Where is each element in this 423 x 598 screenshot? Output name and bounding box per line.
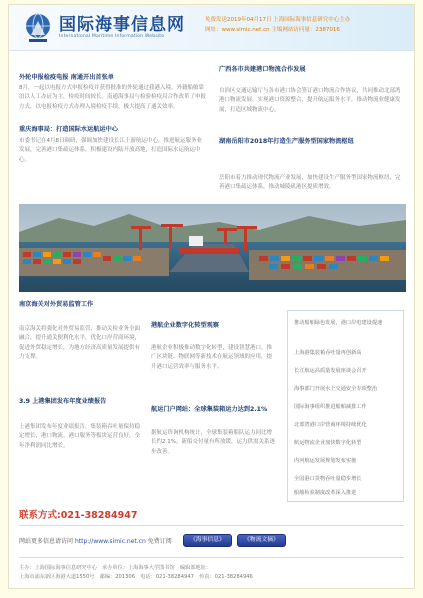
divider: [19, 557, 404, 558]
sidebar-item[interactable]: [294, 489, 399, 498]
subscribe-suffix: 免费订阅: [147, 538, 172, 545]
sidebar-item-label: 上海港集装箱吞吐量再创新高: [294, 350, 362, 356]
article-summary: 南京海关将强化对外贸易监管，推动关检业务全面融合，提升通关便利化水平，优化口岸营商环境，促进外贸稳定增长，为地方经济高质量发展提供有力支撑。: [19, 326, 141, 360]
header-info-line1: 免费发送2019年04月17日 上海国际海事信息研究中心主办: [205, 17, 351, 23]
article-title[interactable]: 重庆海事局：打造国际水运航运中心: [19, 126, 118, 133]
sidebar-item-label: 长江航运高质量发展座谈会召开: [294, 368, 367, 374]
sidebar-item-label: 海事部门开展水上交通安全专项整治: [294, 386, 378, 392]
sidebar-item-label: 北部湾港口岸营商环境持续优化: [294, 422, 367, 428]
article-summary: 港航企业积极推动数字化转型，建设智慧港口，推广区块链、物联网等新技术在航运领域的应用，提升港口运营效率与服务水平。: [151, 345, 273, 370]
contact-phone: 联系方式:021-38284947: [19, 510, 138, 521]
site-url-link[interactable]: http://www.simic.net.cn: [74, 538, 146, 545]
sidebar-item-label: 国际海事组织推进船舶减排工作: [294, 404, 367, 410]
subscribe-prefix: 网站更多信息请访问: [19, 538, 74, 545]
sidebar-news-list: [287, 310, 404, 502]
site-logo-title[interactable]: 国际海事信息网: [59, 15, 185, 35]
newsletter-page: [8, 4, 415, 589]
sidebar-item[interactable]: [294, 349, 399, 358]
footer-line2: 上海市浦东新区海港大道1550号 邮编：201306 电话：021-38284947 传真：021-38284946: [19, 574, 253, 580]
sidebar-item-label: 航运物流企业加快数字化转型: [294, 440, 362, 446]
article-title[interactable]: 3.9 上港集团发布年度业绩报告: [19, 398, 107, 405]
sidebar-item-label: 内河航运发展规划发布实施: [294, 458, 357, 464]
header-info: [205, 15, 410, 35]
site-logo-subtitle: International Maritime Information Website: [59, 34, 165, 39]
sidebar-item[interactable]: [294, 385, 399, 394]
sidebar-item[interactable]: [294, 475, 399, 484]
sidebar-item[interactable]: [294, 367, 399, 376]
article-title[interactable]: 广西各市共建港口物流合作发展: [219, 66, 306, 73]
sidebar-item-label: 推动船舶绿色发展，港口岸电建设提速: [294, 320, 383, 326]
header-banner: [9, 5, 414, 51]
article-title[interactable]: 航运门户网站：全球集装箱运力达到2.1%: [151, 406, 268, 413]
subscribe-logistics-button[interactable]: 《物流文摘》: [237, 534, 286, 547]
article-title[interactable]: 外轮申报检疫电报 南通开出首张单: [19, 74, 114, 81]
article-title[interactable]: 港航企业数字化转型观察: [151, 322, 220, 329]
article-summary: 市委书记在4月8日调研，强调加快建设长江上游航运中心，推进航运服务业发展，完善港口集疏运体系，积极建设内陆开放高地，打造国际水运航运中心。: [19, 138, 203, 163]
sidebar-item[interactable]: [294, 439, 399, 448]
article-title[interactable]: 湖南岳阳市2018年打造生产服务型国家物流枢纽: [219, 138, 354, 145]
article-summary: 8月，一起以电报方式申报检疫并获得批准的外轮通过我港入境。外籍船舶靠泊以人工办证为主，检疫时间较长。南通海事局与检验检疫局合作改革了申报方式，以电报检疫方式办理入境检疫手续，极大提高了通关效率。: [19, 85, 207, 110]
sidebar-item[interactable]: [294, 421, 399, 430]
article-summary: 自治区交通运输厅与各市港口协会签订港口物流合作协议，共同推动北部湾港口物流发展，实现港口资源整合，提升航运服务水平，推动物流业健康发展，打造区域物流中心。: [219, 88, 401, 113]
sidebar-item[interactable]: [294, 403, 399, 412]
article-summary: 岳阳市着力推动现代物流产业发展，加快建设生产服务型国家物流枢纽，完善港口集疏运体系，推动城陵矶港区提质增效。: [219, 175, 401, 191]
article-summary: 据航运咨询机构统计，全球集装箱船队运力同比增长约2.1%，新船交付量有所放缓，运力供需关系逐步改善。: [151, 430, 275, 455]
footer-line1: 主办：上海国际海事信息研究中心 承办单位：上海海事大学图书馆 编辑部地址：: [19, 565, 211, 571]
sidebar-item-label: 船舶检验制度改革深入推进: [294, 490, 357, 496]
sidebar-item[interactable]: [294, 319, 399, 328]
footer: [19, 564, 404, 582]
header-info-line2: 网址：www.simic.net.cn 主编网站访问量：2387016: [205, 27, 340, 33]
divider: [19, 525, 404, 526]
subscribe-line: [19, 536, 172, 545]
globe-logo-icon: [23, 11, 53, 45]
port-photo: [19, 204, 406, 292]
sidebar-item[interactable]: [294, 457, 399, 466]
article-title[interactable]: 南京海关对外贸易监管工作: [19, 301, 94, 308]
article-summary: 上港集团发布年度业绩报告，集装箱吞吐量保持稳定增长，港口物流、港口服务等板块运营良好，全年净利润同比增长。: [19, 424, 141, 449]
subscribe-maritime-button[interactable]: 《海事信息》: [183, 534, 232, 547]
sidebar-item-label: 全国港口货物吞吐量稳步增长: [294, 476, 362, 482]
